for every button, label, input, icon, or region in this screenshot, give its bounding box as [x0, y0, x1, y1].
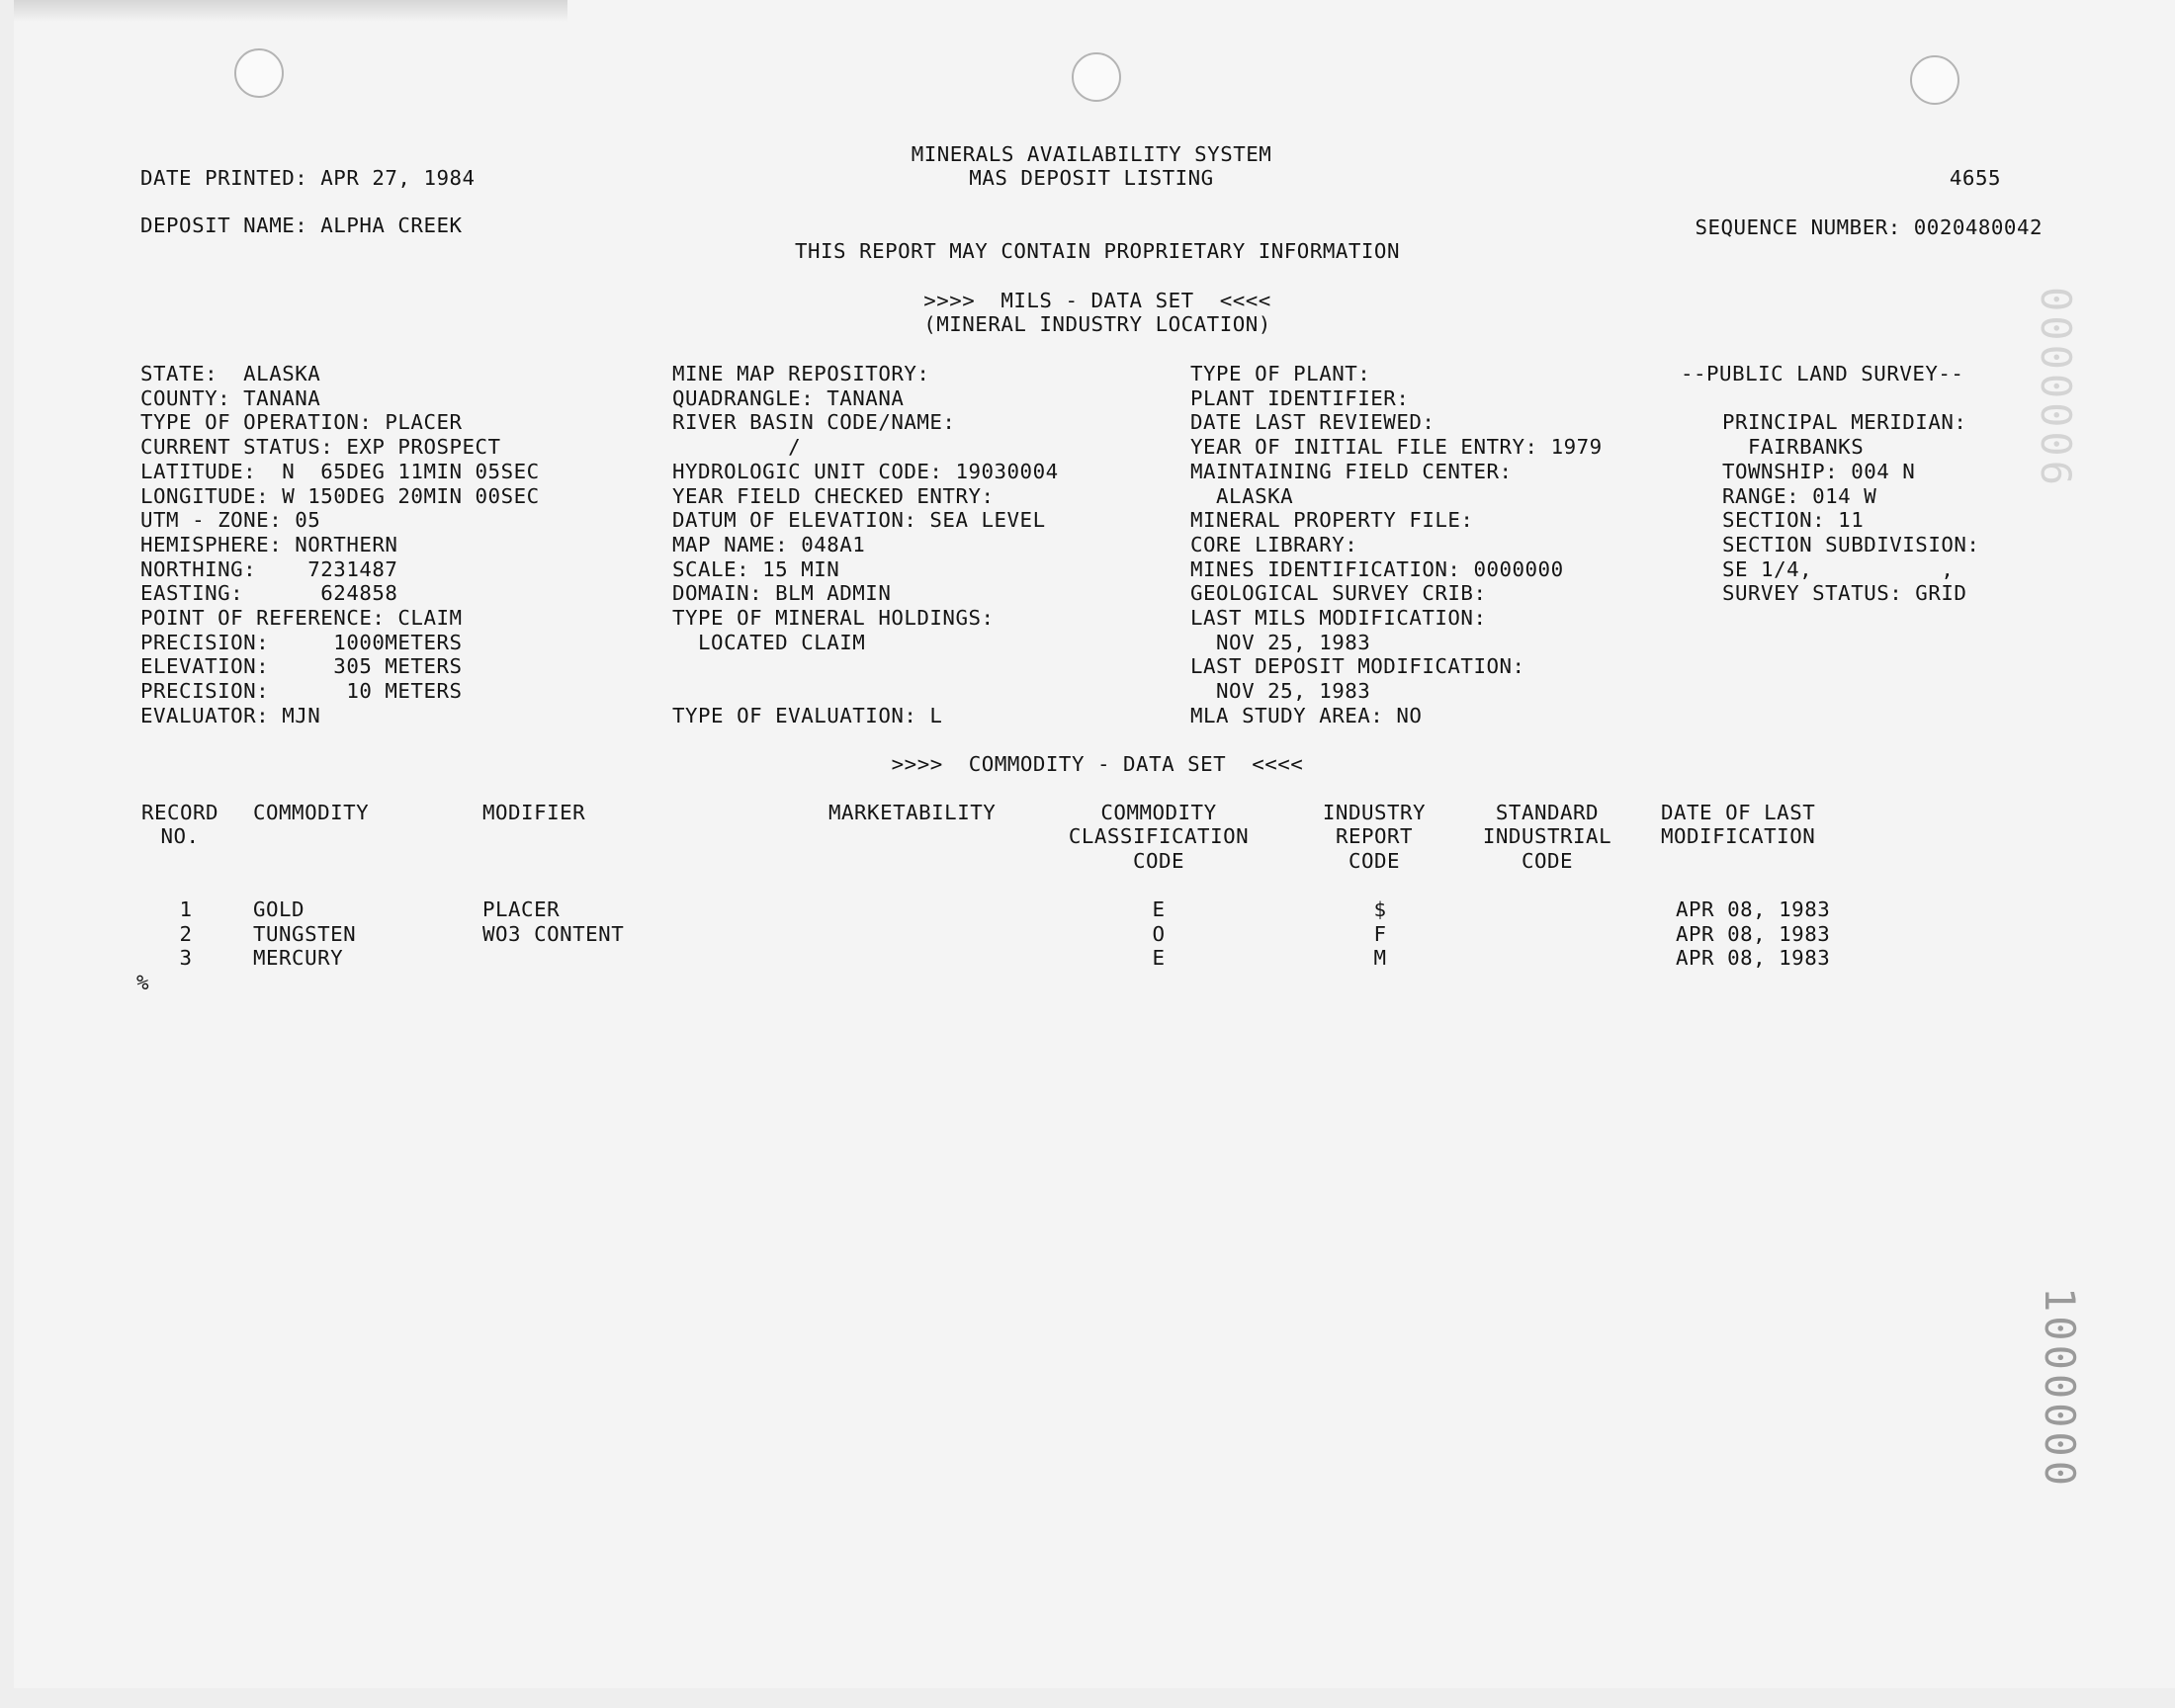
deposit-name: DEPOSIT NAME: ALPHA CREEK [140, 214, 463, 237]
listing-title: MAS DEPOSIT LISTING [969, 166, 1214, 190]
system-title: MINERALS AVAILABILITY SYSTEM [911, 142, 1272, 166]
commodity-modifier: WO3 CONTENT [482, 922, 625, 946]
principal-meridian-value: FAIRBANKS [1722, 435, 1865, 459]
survey-status-field: SURVEY STATUS: GRID [1722, 581, 1967, 605]
header-standard: INDUSTRIAL [1482, 824, 1612, 848]
northing-field: NORTHING: 7231487 [140, 557, 398, 581]
river-basin-field: RIVER BASIN CODE/NAME: [672, 410, 956, 434]
county-field: COUNTY: TANANA [140, 386, 321, 410]
header-industry: CODE [1348, 849, 1401, 873]
punch-hole-right [1910, 55, 1959, 105]
last-mils-modification-field: LAST MILS MODIFICATION: [1190, 606, 1487, 630]
operation-type-field: TYPE OF OPERATION: PLACER [140, 410, 463, 434]
mineral-property-file-field: MINERAL PROPERTY FILE: [1190, 508, 1474, 532]
end-marker: % [136, 971, 150, 994]
commodity-name: MERCURY [253, 946, 344, 970]
header-classification: CLASSIFICATION [1068, 824, 1250, 848]
record-number: 3 [179, 946, 193, 970]
classification-code: E [1152, 897, 1166, 921]
header-record: NO. [160, 824, 200, 848]
modification-date: APR 08, 1983 [1676, 897, 1831, 921]
mines-identification-field: MINES IDENTIFICATION: 0000000 [1190, 557, 1564, 581]
elevation-precision-field: PRECISION: 10 METERS [140, 679, 463, 703]
punch-hole-center [1072, 52, 1121, 102]
industry-code: F [1373, 922, 1387, 946]
commodity-name: GOLD [253, 897, 305, 921]
record-number: 2 [179, 922, 193, 946]
latitude-field: LATITUDE: N 65DEG 11MIN 05SEC [140, 460, 540, 483]
current-status-field: CURRENT STATUS: EXP PROSPECT [140, 435, 501, 459]
year-field-checked-field: YEAR FIELD CHECKED ENTRY: [672, 484, 995, 508]
utm-zone-field: UTM - ZONE: 05 [140, 508, 321, 532]
mils-subtitle: (MINERAL INDUSTRY LOCATION) [923, 312, 1271, 336]
date-printed: DATE PRINTED: APR 27, 1984 [140, 166, 476, 190]
header-classification: COMMODITY [1100, 801, 1217, 824]
township-field: TOWNSHIP: 004 N [1722, 460, 1916, 483]
industry-code: M [1373, 946, 1387, 970]
classification-code: O [1152, 922, 1166, 946]
industry-code: $ [1373, 897, 1387, 921]
microfilm-stamp-faint: 0000006 [2032, 287, 2080, 490]
modification-date: APR 08, 1983 [1676, 922, 1831, 946]
classification-code: E [1152, 946, 1166, 970]
header-date: DATE OF LAST [1661, 801, 1816, 824]
domain-field: DOMAIN: BLM ADMIN [672, 581, 892, 605]
header-standard: CODE [1521, 849, 1574, 873]
last-mils-modification-value: NOV 25, 1983 [1190, 631, 1371, 654]
section-subdivision-value: SE 1/4, , [1722, 557, 1955, 581]
header-record: RECORD [140, 801, 219, 824]
page-number: 4655 [1949, 166, 2001, 190]
map-name-field: MAP NAME: 048A1 [672, 533, 866, 556]
header-commodity: COMMODITY [253, 801, 370, 824]
last-deposit-modification-value: NOV 25, 1983 [1190, 679, 1371, 703]
scan-shadow [14, 0, 567, 22]
header-date: MODIFICATION [1661, 824, 1816, 848]
range-field: RANGE: 014 W [1722, 484, 1877, 508]
mineral-holdings-value: LOCATED CLAIM [672, 631, 866, 654]
plant-type-field: TYPE OF PLANT: [1190, 362, 1371, 385]
sequence-number: SEQUENCE NUMBER: 0020480042 [1695, 215, 2043, 239]
section-subdivision-field: SECTION SUBDIVISION: [1722, 533, 1980, 556]
evaluation-type-field: TYPE OF EVALUATION: L [672, 704, 943, 727]
header-marketability: MARKETABILITY [828, 801, 997, 824]
point-of-reference-field: POINT OF REFERENCE: CLAIM [140, 606, 463, 630]
easting-field: EASTING: 624858 [140, 581, 398, 605]
last-deposit-modification-field: LAST DEPOSIT MODIFICATION: [1190, 654, 1525, 678]
proprietary-notice: THIS REPORT MAY CONTAIN PROPRIETARY INFORMATION [795, 239, 1400, 263]
mine-map-repository-field: MINE MAP REPOSITORY: [672, 362, 930, 385]
hemisphere-field: HEMISPHERE: NORTHERN [140, 533, 398, 556]
evaluator-field: EVALUATOR: MJN [140, 704, 321, 727]
microfilm-stamp: 1000000 [2036, 1287, 2084, 1491]
header-standard: STANDARD [1495, 801, 1600, 824]
public-land-survey-title: --PUBLIC LAND SURVEY-- [1681, 362, 1964, 385]
field-center-field: MAINTAINING FIELD CENTER: [1190, 460, 1513, 483]
header-industry: INDUSTRY [1322, 801, 1427, 824]
section-field: SECTION: 11 [1722, 508, 1865, 532]
header-industry: REPORT [1335, 824, 1414, 848]
principal-meridian-field: PRINCIPAL MERIDIAN: [1722, 410, 1967, 434]
header-modifier: MODIFIER [482, 801, 586, 824]
punch-hole-left [234, 48, 284, 98]
record-number: 1 [179, 897, 193, 921]
date-last-reviewed-field: DATE LAST REVIEWED: [1190, 410, 1436, 434]
elevation-field: ELEVATION: 305 METERS [140, 654, 463, 678]
river-basin-value: / [672, 435, 802, 459]
scale-field: SCALE: 15 MIN [672, 557, 840, 581]
commodity-title: >>>> COMMODITY - DATA SET <<<< [891, 752, 1304, 776]
modification-date: APR 08, 1983 [1676, 946, 1831, 970]
datum-elevation-field: DATUM OF ELEVATION: SEA LEVEL [672, 508, 1046, 532]
hydrologic-unit-field: HYDROLOGIC UNIT CODE: 19030004 [672, 460, 1059, 483]
quadrangle-field: QUADRANGLE: TANANA [672, 386, 905, 410]
commodity-name: TUNGSTEN [253, 922, 357, 946]
mils-title: >>>> MILS - DATA SET <<<< [923, 289, 1271, 312]
plant-identifier-field: PLANT IDENTIFIER: [1190, 386, 1410, 410]
field-center-value: ALASKA [1190, 484, 1294, 508]
header-classification: CODE [1132, 849, 1185, 873]
initial-file-entry-field: YEAR OF INITIAL FILE ENTRY: 1979 [1190, 435, 1603, 459]
survey-crib-field: GEOLOGICAL SURVEY CRIB: [1190, 581, 1487, 605]
mla-study-area-field: MLA STUDY AREA: NO [1190, 704, 1423, 727]
state-field: STATE: ALASKA [140, 362, 321, 385]
location-precision-field: PRECISION: 1000METERS [140, 631, 463, 654]
commodity-modifier: PLACER [482, 897, 561, 921]
longitude-field: LONGITUDE: W 150DEG 20MIN 00SEC [140, 484, 540, 508]
mineral-holdings-field: TYPE OF MINERAL HOLDINGS: [672, 606, 995, 630]
core-library-field: CORE LIBRARY: [1190, 533, 1358, 556]
